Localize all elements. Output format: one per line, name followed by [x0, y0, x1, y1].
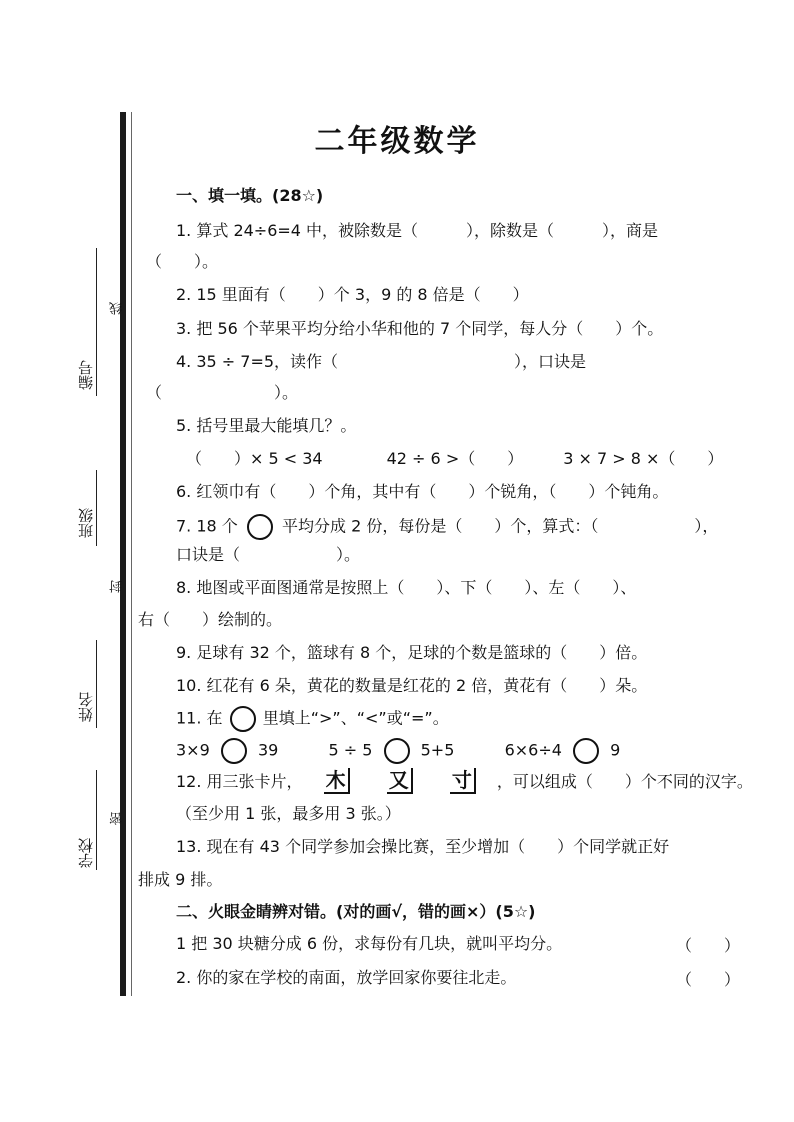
q1-line-1: 1. 算式 24÷6=4 中，被除数是（ ），除数是（ ），商是 — [176, 221, 659, 240]
q11-rest: 里填上“>”、“<”或“=”。 — [262, 708, 449, 728]
circle-icon[interactable] — [384, 738, 410, 764]
compare-3-left: 6×6÷4 — [504, 740, 562, 760]
card-mu: 木 — [324, 768, 350, 794]
binding-bar — [120, 112, 126, 996]
section-1-heading: 一、填一填。(28☆) — [176, 186, 324, 205]
side-mark-line: 线 — [110, 302, 125, 315]
q1-line-2: （ ）。 — [146, 252, 219, 271]
side-field-class: 班级 — [77, 508, 95, 538]
circle-icon[interactable] — [221, 738, 247, 764]
card-you: 又 — [387, 768, 413, 794]
binding-line — [131, 112, 132, 996]
q4-line-1: 4. 35 ÷ 7=5，读作（ ），口诀是 — [176, 352, 587, 371]
q13-line-2: 排成 9 排。 — [138, 870, 223, 889]
q4-line-2: （ ）。 — [146, 383, 299, 402]
side-mark-secret: 密 — [110, 812, 125, 825]
compare-1-right: 39 — [257, 740, 279, 760]
q11-comparisons — [176, 738, 620, 764]
tf-answer-1[interactable]: （ ） — [676, 936, 741, 955]
circle-icon[interactable] — [573, 738, 599, 764]
q7-line-1 — [176, 514, 718, 540]
q3-line: 3. 把 56 个苹果平均分给小华和他的 7 个同学，每人分（ ）个。 — [176, 319, 664, 338]
q6-line: 6. 红领巾有（ ）个角，其中有（ ）个锐角，（ ）个钝角。 — [176, 482, 669, 501]
tf-item-2: 2. 你的家在学校的南面，放学回家你要往北走。 — [176, 968, 517, 987]
compare-2-left: 5 ÷ 5 — [328, 740, 373, 760]
q8-line-1: 8. 地图或平面图通常是按照上（ ）、下（ ）、左（ ）、 — [176, 578, 637, 597]
q11-prefix: 11. 在 — [176, 708, 223, 728]
compare-3-right: 9 — [610, 740, 621, 760]
q5-expressions: （ ）× 5 < 34 42 ÷ 6 >（ ） 3 × 7 > 8 ×（ ） — [186, 449, 724, 468]
compare-2-right: 5+5 — [420, 740, 455, 760]
q13-line-1: 13. 现在有 43 个同学参加会操比赛，至少增加（ ）个同学就正好 — [176, 837, 670, 856]
section-2-heading: 二、火眼金睛辨对错。(对的画√，错的画×）(5☆) — [176, 902, 536, 921]
side-rule-number[interactable] — [96, 248, 97, 396]
q8-line-2: 右（ ）绘制的。 — [138, 610, 283, 629]
side-field-name: 姓名 — [77, 692, 95, 722]
q12-rest: ，可以组成（ ）个不同的汉字。 — [496, 772, 753, 791]
q10-line: 10. 红花有 6 朵，黄花的数量是红花的 2 倍，黄花有（ ）朵。 — [176, 676, 648, 695]
side-field-school: 学校 — [77, 838, 95, 868]
q7-prefix: 7. 18 个 — [176, 516, 238, 536]
q5-line: 5. 括号里最大能填几？。 — [176, 416, 357, 435]
q2-line: 2. 15 里面有（ ）个 3，9 的 8 倍是（ ） — [176, 285, 529, 304]
q12-prefix: 12. 用三张卡片， — [176, 772, 303, 791]
circle-icon — [230, 706, 256, 732]
side-rule-name[interactable] — [96, 640, 97, 728]
side-rule-class[interactable] — [96, 470, 97, 546]
q12-line-1 — [176, 768, 753, 795]
circle-icon — [247, 514, 273, 540]
side-mark-seal: 封 — [110, 580, 125, 593]
card-cun: 寸 — [450, 768, 476, 794]
tf-answer-2[interactable]: （ ） — [676, 970, 741, 989]
tf-item-1: 1 把 30 块糖分成 6 份，求每份有几块，就叫平均分。 — [176, 934, 563, 953]
page-title: 二年级数学 — [314, 124, 480, 159]
q7-line-2: 口诀是（ ）。 — [176, 545, 361, 564]
compare-1-left: 3×9 — [176, 740, 210, 760]
q9-line: 9. 足球有 32 个，篮球有 8 个，足球的个数是篮球的（ ）倍。 — [176, 643, 648, 662]
q11-line — [176, 706, 449, 732]
side-rule-school[interactable] — [96, 770, 97, 870]
side-field-number: 编号 — [77, 360, 95, 390]
q12-line-2: （至少用 1 张，最多用 3 张。） — [176, 804, 401, 823]
q7-rest: 平均分成 2 份，每份是（ ）个，算式：（ ）， — [282, 516, 719, 536]
